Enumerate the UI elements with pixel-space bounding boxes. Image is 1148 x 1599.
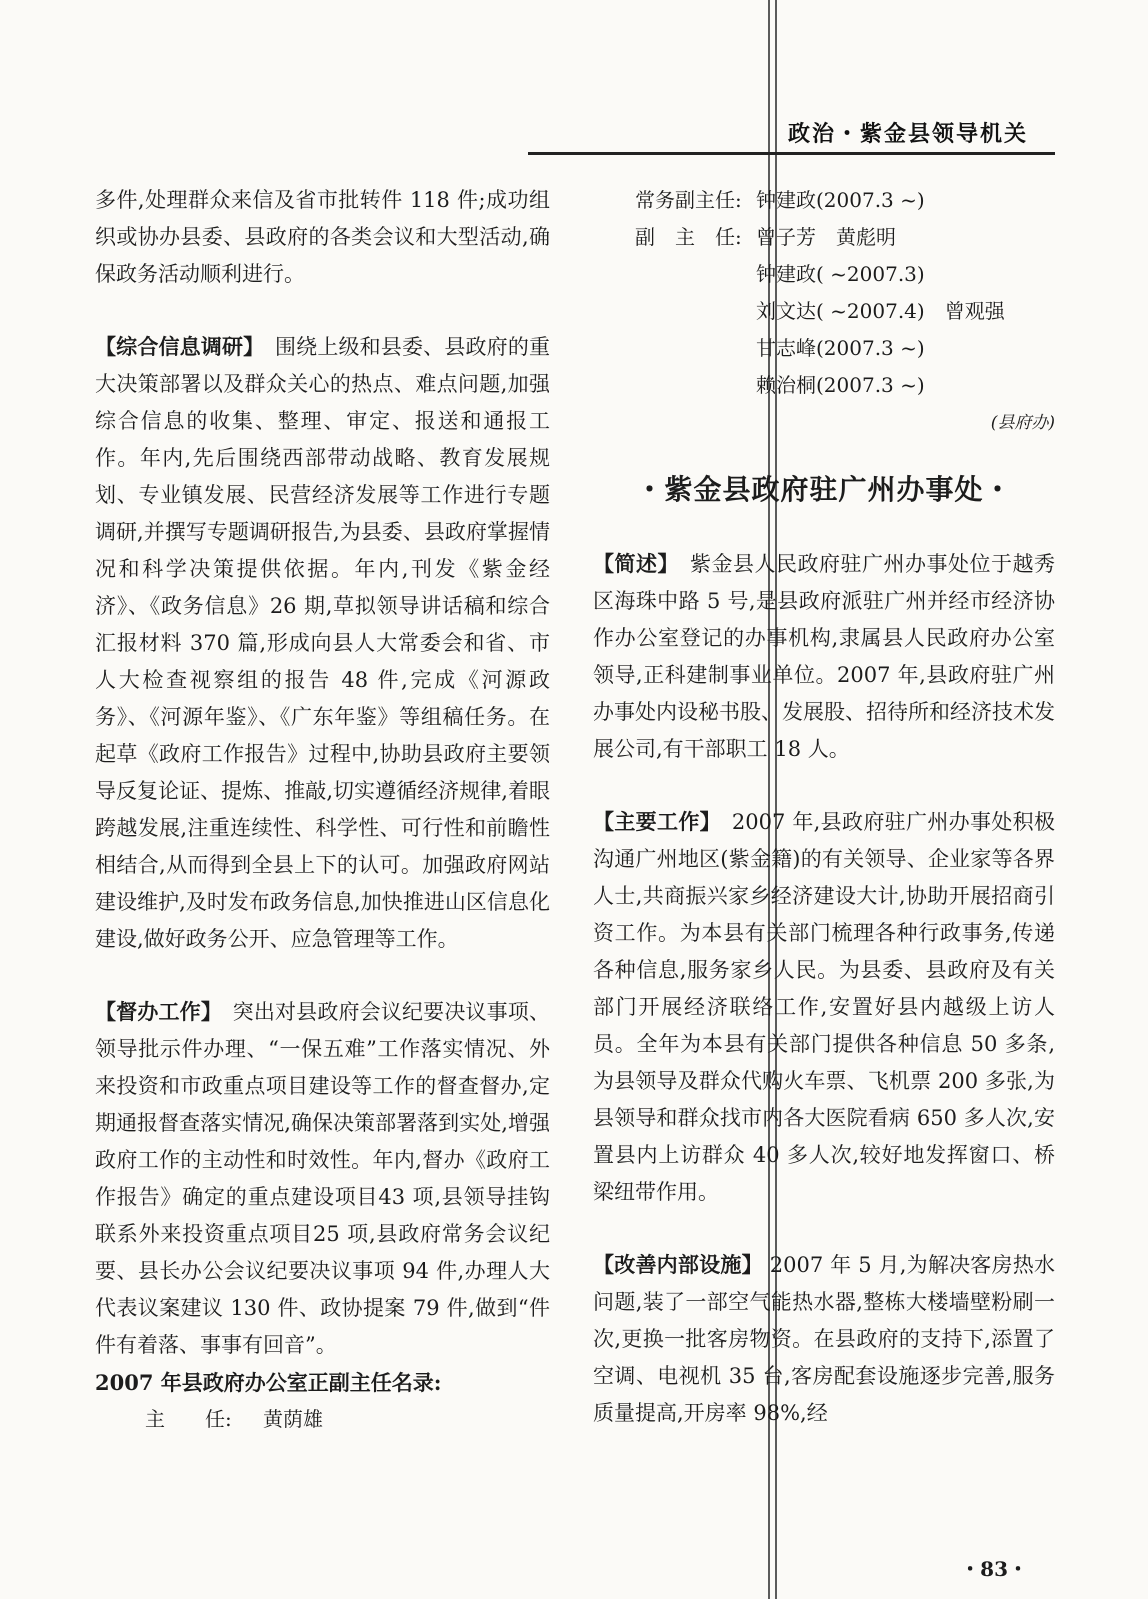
paragraph-tag: 【主要工作】 xyxy=(593,810,711,834)
paragraph-supervision: 【督办工作】 突出对县政府会议纪要决议事项、领导批示件办理、“一保五难”工作落实情况、外来投资和市政重点项目建设等工作的督查督办,定期通报督查落实情况,确保决策部署落到实处,增强政府工作的主动性和时效性。年内,督办《政府工作报告》确定的重点建设项目43 项,县领导挂钩联系外来投资重点项目25 项,县政府常务会议纪要、县长办公会议纪要决议事项 94 件,办理人大代表议案建议 130 件、政协提案 79 件,做到“件件有着落、事事有回音”。 xyxy=(95,1000,551,1357)
roster-source: (县府办) xyxy=(990,413,1055,433)
paragraph-tag: 【督办工作】 xyxy=(95,1000,212,1024)
roster-row xyxy=(593,293,1055,330)
paragraph-continuation: 多件,处理群众来信及省市批转件 118 件;成功组织或协办县委、县政府的各类会议和大型活动,确保政务活动顺利进行。 xyxy=(95,188,550,286)
roster-label: 常务副主任: xyxy=(635,188,742,212)
right-column xyxy=(593,182,1055,1432)
roster-value: 钟建政(2007.3 ~) xyxy=(756,188,925,212)
paragraph-facilities: 【改善内部设施】 2007 年 5 月,为解决客房热水问题,装了一部空气能热水器,整栋大楼墙壁粉刷一次,更换一批客房物资。在县政府的支持下,添置了空调、电视机 35 台,客房配套设施逐步完善,服务质量提高,开房率 98%,经 xyxy=(593,1253,1055,1425)
paragraph-tag: 【综合信息调研】 xyxy=(95,335,254,359)
roster-label: 主 任: xyxy=(145,1407,232,1431)
paragraph-main-work: 【主要工作】 2007 年,县政府驻广州办事处积极沟通广州地区(紫金籍)的有关领导、企业家等各界人士,共商振兴家乡经济建设大计,协助开展招商引资工作。为本县有关部门梳理各种行政事务,传递各种信息,服务家乡人民。为县委、县政府及有关部门开展经济联络工作,安置好县内越级上访人员。全年为本县有关部门提供各种信息 50 多条,为县领导及群众代购火车票、飞机票 200 多张,为县领导和群众找市内各大医院看病 650 多人次,安置县内上访群众 40 多人次,较好地发挥窗口、桥梁纽带作用。 xyxy=(593,810,1056,1204)
section-title: ・紫金县政府驻广州办事处・ xyxy=(635,473,1013,506)
paragraph-info-research: 【综合信息调研】 围绕上级和县委、县政府的重大决策部署以及群众关心的热点、难点问题,加强综合信息的收集、整理、审定、报送和通报工作。年内,先后围绕西部带动战略、教育发展规划、专业镇发展、民营经济发展等工作进行专题调研,并撰写专题调研报告,为县委、县政府掌握情况和科学决策提供依据。年内,刊发《紫金经济》、《政务信息》26 期,草拟领导讲话稿和综合汇报材料 370 篇,形成向县人大常委会和省、市人大检查视察组的报告 48 件,完成《河源政务》、《河源年鉴》、《广东年鉴》等组稿任务。在起草《政府工作报告》过程中,协助县政府主要领导反复论证、提炼、推敲,切实遵循经济规律,着眼跨越发展,注重连续性、科学性、可行性和前瞻性相结合,从而得到全县上下的认可。加强政府网站建设维护,及时发布政务信息,加快推进山区信息化建设,做好政务公开、应急管理等工作。 xyxy=(95,335,551,951)
paragraph-overview: 【简述】 紫金县人民政府驻广州办事处位于越秀区海珠中路 5 号,是县政府派驻广州并经市经济协作办公室登记的办事机构,隶属县人民政府办公室领导,正科建制事业单位。2007 年,县政府驻广州办事处内设秘书股、发展股、招待所和经济技术发展公司,有干部职工 18 人。 xyxy=(593,552,1055,761)
roster-row xyxy=(593,182,1055,219)
deputy-roster xyxy=(593,182,1055,404)
page-number: ・83・ xyxy=(960,1557,1028,1581)
header-rule xyxy=(528,152,1055,155)
roster-value: 黄荫雄 xyxy=(263,1407,323,1431)
roster-title: 2007 年县政府办公室正副主任名录: xyxy=(95,1370,442,1395)
paragraph-tag: 【简述】 xyxy=(593,552,669,576)
roster-row xyxy=(593,219,1055,256)
roster-value: 甘志峰(2007.3 ~) xyxy=(756,336,925,360)
roster-value: 刘文达( ~2007.4) 曾观强 xyxy=(756,299,1005,323)
roster-value: 赖治桐(2007.3 ~) xyxy=(756,373,925,397)
roster-row xyxy=(593,367,1055,404)
running-header: 政治・紫金县领导机关 xyxy=(787,122,1028,147)
roster-value: 曾子芳 黄彪明 xyxy=(756,225,896,249)
roster-label: 副 主 任: xyxy=(635,225,742,249)
roster-row xyxy=(593,256,1055,293)
director-row xyxy=(95,1401,550,1438)
left-column xyxy=(95,182,550,1438)
roster-row xyxy=(593,330,1055,367)
paragraph-tag: 【改善内部设施】 xyxy=(593,1253,763,1277)
roster-value: 钟建政( ~2007.3) xyxy=(756,262,925,286)
